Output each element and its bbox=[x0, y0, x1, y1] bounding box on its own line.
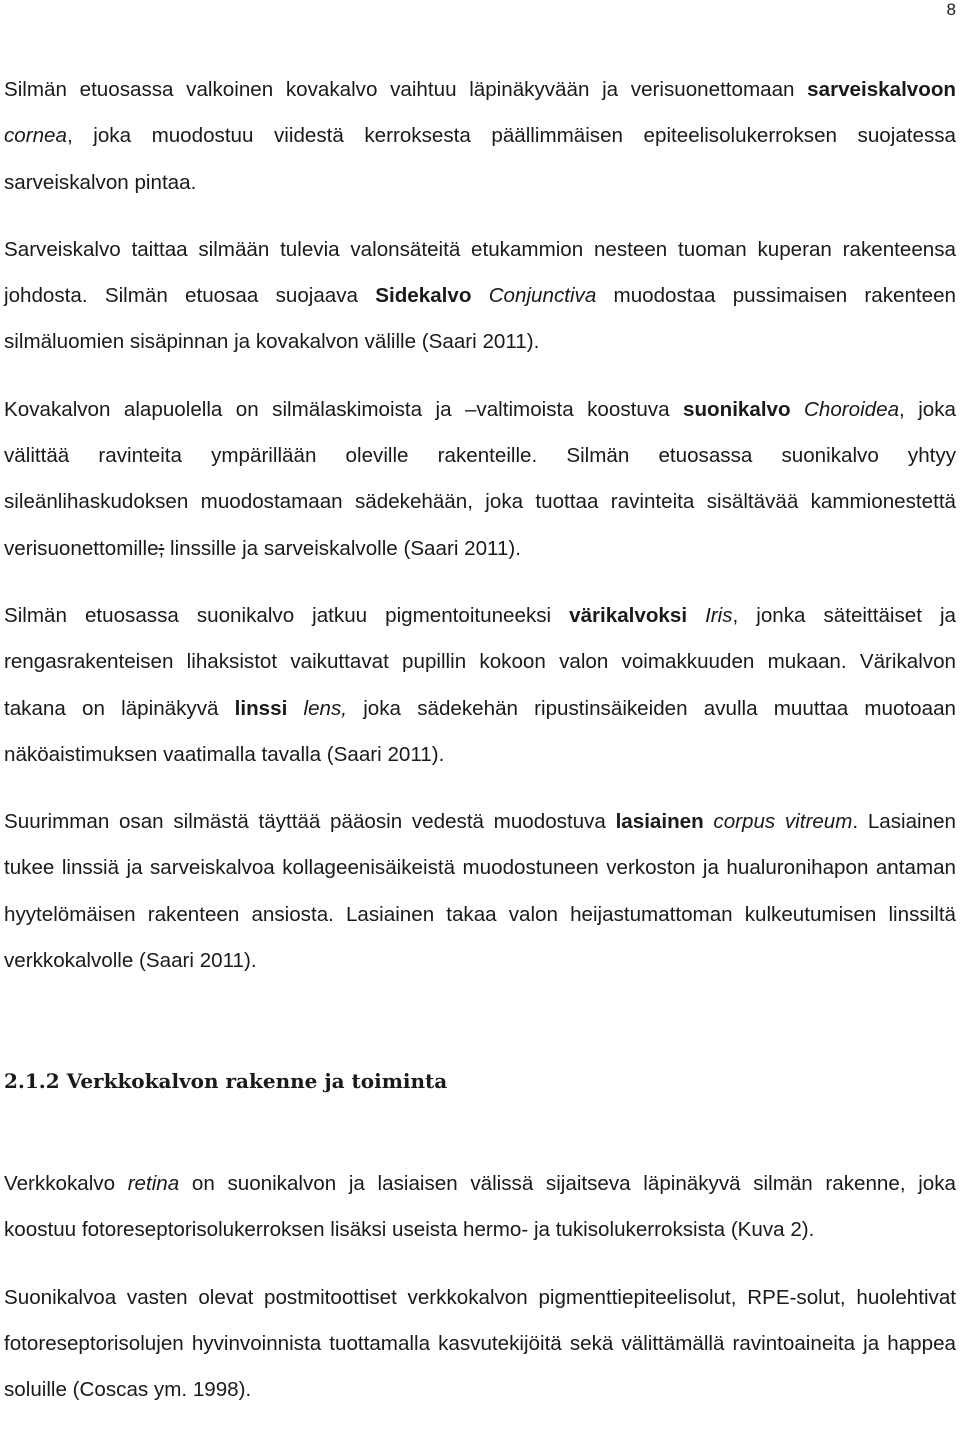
bold-term: Sidekalvo bbox=[375, 284, 472, 308]
text-run: Verkkokalvo bbox=[4, 1172, 128, 1195]
text-run: Silmän etuosassa suonikalvo jatkuu pigmentoituneeksi bbox=[4, 603, 570, 627]
text-run bbox=[791, 398, 804, 421]
bold-term: linssi bbox=[234, 696, 288, 720]
paragraph-rpe bbox=[4, 1275, 956, 1414]
text-run: , joka välittää ravinteita ympärillään oleville rakenteille. Silmän etuosassa suonikalvo yhtyy sileänlihaskudoksen muodostamaan sädekehään, joka tuottaa ravinteita sisältävää kammionestettä verisuonettomille bbox=[4, 397, 956, 560]
italic-term: Conjunctiva bbox=[488, 284, 597, 308]
paragraph-vitreous bbox=[4, 799, 956, 984]
page-number: 8 bbox=[946, 0, 956, 19]
text-run: joka sädekehän ripustinsäikeiden avulla muuttaa muotoaan näköaistimuksen vaatimalla tavalla (Saari 2011). bbox=[4, 696, 956, 766]
body-text-section-2 bbox=[4, 1161, 956, 1413]
text-run: linssille ja sarveiskalvolle (Saari 2011). bbox=[164, 536, 521, 560]
text-run: on suonikalvon ja lasiaisen välissä sijaitseva läpinäkyvä silmän rakenne, joka koostuu fotoreseptorisolukerroksen lisäksi useista hermo- ja tukisolukerroksista (Kuva 2). bbox=[4, 1172, 956, 1242]
paragraph-choroidea bbox=[4, 387, 956, 572]
text-run: . Lasiainen tukee linssiä ja sarveiskalvoa kollageenisäikeistä muodostuneen verkoston ja hualuronihapon antaman hyytelömäisen rakenteen ansiosta. Lasiainen takaa valon heijastumattoman kulkeutumisen linssiltä verkkokalvolle (Saari 2011). bbox=[4, 810, 956, 973]
text-run: , jonka säteittäiset ja rengasrakenteisen lihaksistot vaikuttavat pupillin kokoon valon voimakkuuden mukaan. Värikalvon takana on läpinäkyvä bbox=[4, 603, 956, 720]
text-run: , joka muodostuu viidestä kerroksesta päällimmäisen epiteelisolukerroksen suojatessa sarveiskalvon pintaa. bbox=[4, 124, 956, 194]
text-run: Silmän etuosassa valkoinen kovakalvo vaihtuu läpinäkyvään ja verisuonettomaan bbox=[4, 78, 808, 101]
text-run bbox=[471, 284, 488, 307]
paragraph-iris-lens bbox=[4, 593, 956, 778]
paragraph-retina bbox=[4, 1161, 956, 1254]
paragraph-conjunctiva bbox=[4, 227, 956, 366]
italic-term: lens, bbox=[303, 696, 348, 720]
text-run bbox=[704, 810, 714, 833]
italic-term: retina bbox=[127, 1172, 180, 1195]
bold-term: lasiainen bbox=[615, 810, 704, 834]
text-run: muodostaa pussimaisen rakenteen silmäluomien sisäpinnan ja kovakalvon välille (Saari 2011). bbox=[4, 284, 957, 354]
section-heading: 2.1.2 Verkkokalvon rakenne ja toiminta bbox=[4, 1069, 448, 1093]
italic-term: Choroidea bbox=[804, 397, 900, 421]
italic-term: corpus vitreum bbox=[713, 810, 853, 834]
italic-term: Iris bbox=[705, 603, 733, 627]
text-run bbox=[687, 604, 705, 627]
text-run: Sarveiskalvo taittaa silmään tulevia valonsäteitä etukammion nesteen tuoman kuperan rakenteensa johdosta. Silmän etuosaa suojaava bbox=[4, 237, 956, 308]
italic-term: cornea bbox=[4, 124, 67, 148]
text-run: Suurimman osan silmästä täyttää pääosin vedestä muodostuva bbox=[4, 810, 616, 834]
paragraph-cornea bbox=[4, 67, 956, 206]
bold-term: suonikalvo bbox=[683, 397, 791, 421]
text-run: Suonikalvoa vasten olevat postmitoottiset verkkokalvon pigmenttiepiteelisolut, RPE-solut, huolehtivat fotoreseptorisolujen hyvinvoinnista tuottamalla kasvutekijöitä sekä välittämällä ravintoaineita ja happea soluille (Coscas ym. 1998). bbox=[4, 1285, 956, 1402]
strikethrough-text: ; bbox=[158, 536, 165, 560]
text-run: Kovakalvon alapuolella on silmälaskimoista ja –valtimoista koostuva bbox=[4, 397, 683, 421]
bold-term: värikalvoksi bbox=[569, 603, 688, 627]
bold-term: sarveiskalvoon bbox=[807, 78, 956, 101]
text-run bbox=[287, 697, 303, 720]
body-text-section-1 bbox=[4, 67, 956, 984]
